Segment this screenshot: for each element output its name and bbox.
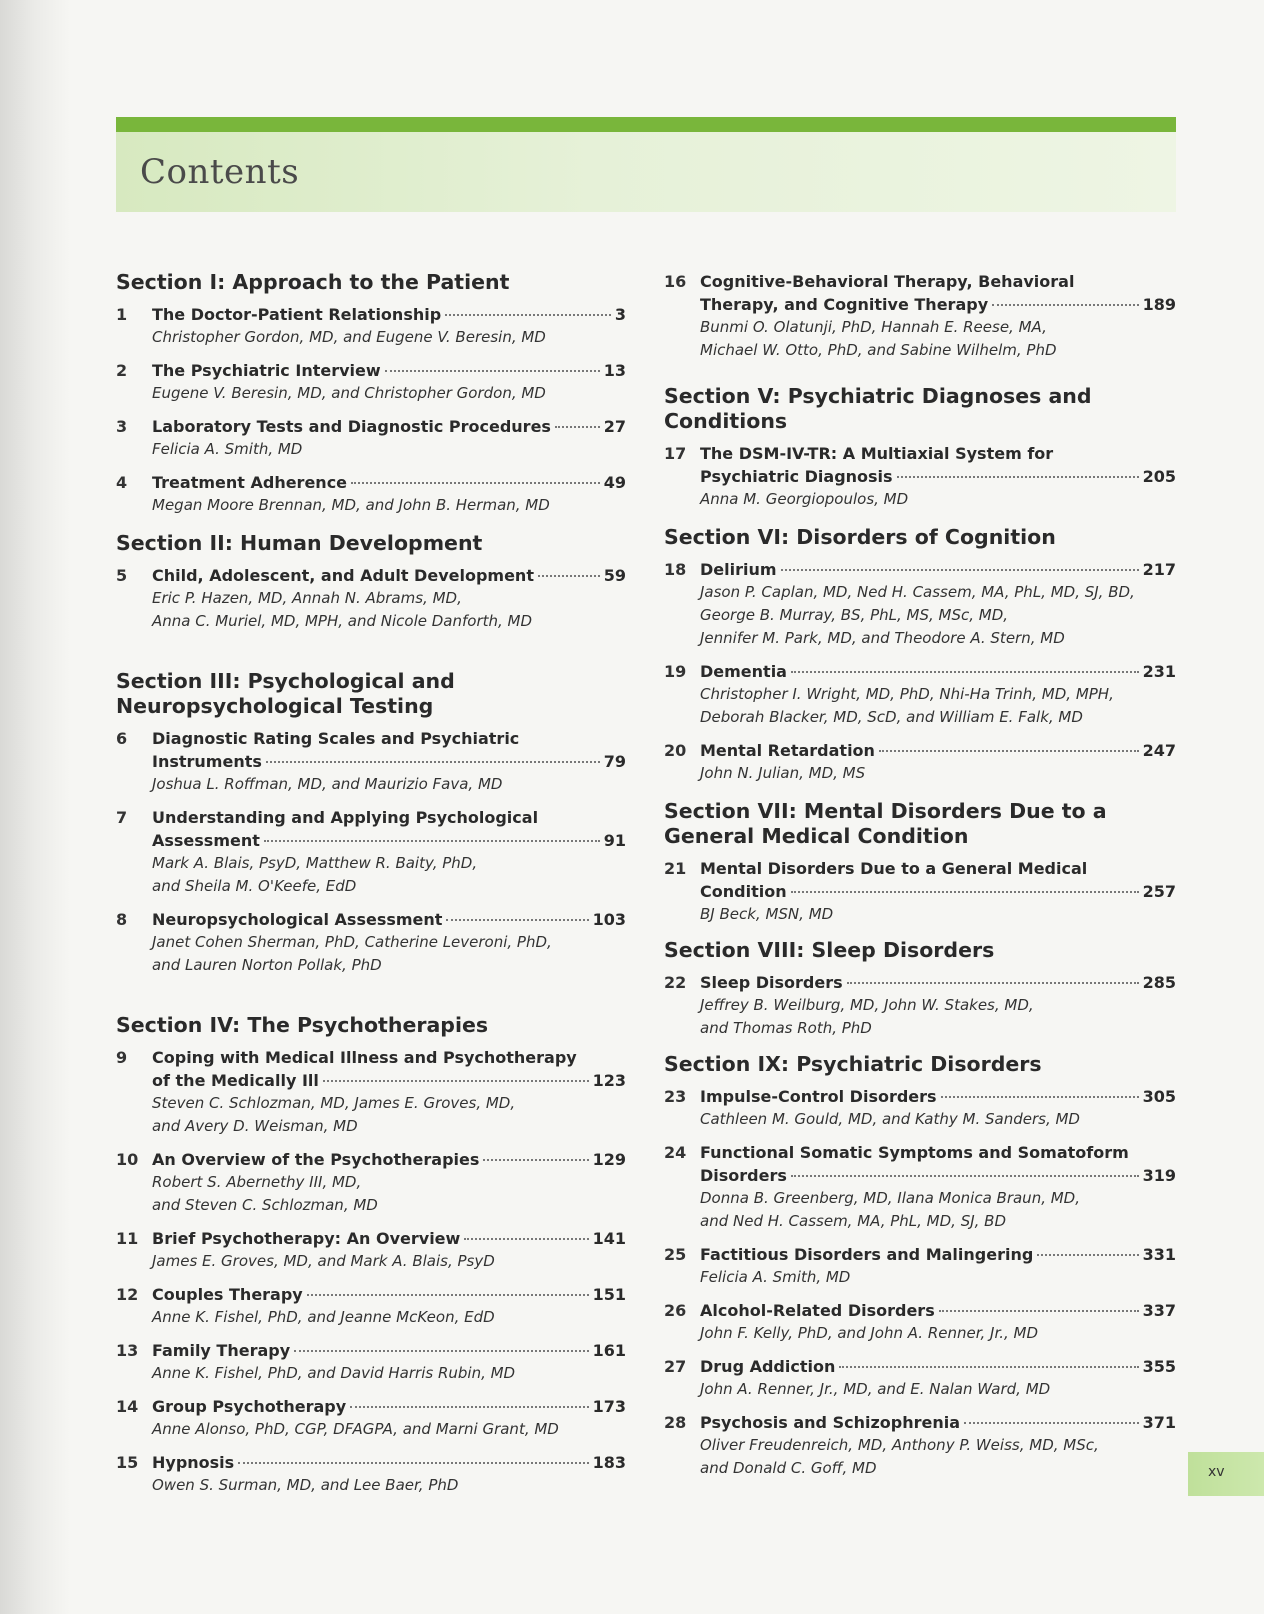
chapter-title: Treatment Adherence [152, 473, 348, 492]
chapter-authors: Bunmi O. Olatunji, PhD, Hannah E. Reese, MA, Michael W. Otto, PhD, and Sabine Wilhelm, PhD [700, 318, 1057, 359]
dot-leader [445, 314, 611, 316]
chapter-title: Condition [700, 882, 787, 901]
chapter-title: Psychosis and Schizophrenia [700, 1413, 961, 1432]
toc-section [664, 799, 1176, 926]
chapter-title-leader-row [152, 1395, 626, 1418]
chapter-title: The Doctor-Patient Relationship [152, 305, 442, 324]
chapter-authors: Mark A. Blais, PsyD, Matthew R. Baity, PhD, and Sheila M. O'Keefe, EdD [152, 854, 478, 895]
page-number: 79 [603, 752, 626, 771]
section-heading: Section VIII: Sleep Disorders [664, 938, 995, 962]
chapter-number: 1 [116, 305, 128, 324]
chapter-title-line: Coping with Medical Illness and Psychotherapy [152, 1048, 577, 1067]
chapter-number: 15 [116, 1453, 139, 1472]
chapter-title: Instruments [152, 752, 262, 771]
dot-leader [351, 482, 600, 484]
toc-entry[interactable] [116, 471, 626, 517]
chapter-number: 12 [116, 1285, 139, 1304]
chapter-title-leader-row [700, 660, 1176, 683]
chapter-authors: John A. Renner, Jr., MD, and E. Nalan Ward, MD [700, 1380, 1051, 1398]
chapter-title: Delirium [700, 560, 777, 579]
chapter-title-leader-row [152, 908, 626, 931]
chapter-title-leader-row [152, 471, 626, 494]
chapter-title-leader-row [700, 880, 1176, 903]
chapter-number: 23 [664, 1087, 687, 1106]
page-title: Contents [140, 152, 300, 192]
dot-leader [307, 1294, 589, 1296]
section-heading: Section III: Psychological and Neuropsychological Testing [116, 669, 455, 718]
chapter-number: 9 [116, 1048, 128, 1067]
chapter-authors: Felicia A. Smith, MD [700, 1268, 851, 1286]
page-number: 161 [592, 1341, 626, 1360]
toc-entry[interactable] [116, 806, 626, 898]
toc-entry[interactable] [664, 442, 1176, 511]
toc-entry[interactable] [664, 1243, 1176, 1289]
chapter-authors: Anne K. Fishel, PhD, and David Harris Rubin, MD [152, 1364, 516, 1382]
chapter-number: 14 [116, 1397, 139, 1416]
chapter-title-leader-row [700, 739, 1176, 762]
dot-leader [266, 761, 600, 763]
chapter-authors: Steven C. Schlozman, MD, James E. Groves, MD, and Avery D. Weisman, MD [152, 1094, 516, 1135]
chapter-authors: Anne K. Fishel, PhD, and Jeanne McKeon, EdD [152, 1308, 495, 1326]
chapter-number: 3 [116, 417, 128, 436]
chapter-title: Dementia [700, 662, 787, 681]
dot-leader [847, 982, 1139, 984]
chapter-title-line: Diagnostic Rating Scales and Psychiatric [152, 729, 520, 748]
chapter-title-line: Functional Somatic Symptoms and Somatoform [700, 1143, 1129, 1162]
page-number: 371 [1142, 1413, 1176, 1432]
dot-leader [791, 891, 1139, 893]
toc-entry[interactable] [664, 558, 1176, 650]
chapter-authors: Robert S. Abernethy III, MD, and Steven C. Schlozman, MD [152, 1173, 378, 1214]
chapter-number: 18 [664, 560, 687, 579]
toc-entry[interactable] [116, 908, 626, 977]
page-number: 13 [603, 361, 626, 380]
dot-leader [323, 1080, 589, 1082]
chapter-title: Assessment [152, 831, 260, 850]
chapter-number: 2 [116, 361, 128, 380]
chapter-authors: James E. Groves, MD, and Mark A. Blais, PsyD [152, 1252, 495, 1270]
chapter-authors: Donna B. Greenberg, MD, Ilana Monica Braun, MD, and Ned H. Cassem, MA, PhL, MD, SJ, BD [700, 1189, 1080, 1230]
chapter-title: Child, Adolescent, and Adult Development [152, 566, 534, 585]
page-number: 27 [603, 417, 626, 436]
chapter-title-leader-row [152, 1339, 626, 1362]
page-number: 189 [1142, 295, 1176, 314]
chapter-title: Factitious Disorders and Malingering [700, 1245, 1034, 1264]
chapter-title-leader-row [152, 564, 626, 587]
page-number: 231 [1142, 662, 1176, 681]
page-number: 305 [1142, 1087, 1176, 1106]
dot-leader [483, 1159, 588, 1161]
chapter-title: Drug Addiction [700, 1357, 836, 1376]
dot-leader [1037, 1254, 1138, 1256]
toc-entry[interactable] [116, 564, 626, 633]
chapter-number: 7 [116, 808, 128, 827]
page-number: 123 [592, 1071, 626, 1090]
page-number: 355 [1142, 1357, 1176, 1376]
header-accent-bar [116, 117, 1176, 132]
page-number: 141 [592, 1229, 626, 1248]
chapter-authors: Anne Alonso, PhD, CGP, DFAGPA, and Marni Grant, MD [152, 1420, 559, 1438]
chapter-title: Family Therapy [152, 1341, 291, 1360]
chapter-title-leader-row [700, 1355, 1176, 1378]
chapter-title-leader-row [152, 1283, 626, 1306]
dot-leader [964, 1422, 1139, 1424]
toc-entry[interactable] [116, 359, 626, 405]
chapter-authors: Janet Cohen Sherman, PhD, Catherine Leveroni, PhD, and Lauren Norton Pollak, PhD [152, 933, 552, 974]
toc-entry[interactable] [116, 727, 626, 796]
chapter-authors: Christopher I. Wright, MD, PhD, Nhi-Ha Trinh, MD, MPH, Deborah Blacker, MD, ScD, and William E. Falk, MD [700, 685, 1114, 726]
chapter-title: Mental Retardation [700, 741, 875, 760]
chapter-authors: Cathleen M. Gould, MD, and Kathy M. Sanders, MD [700, 1110, 1080, 1128]
chapter-authors: Megan Moore Brennan, MD, and John B. Herman, MD [152, 496, 550, 514]
chapter-authors: Felicia A. Smith, MD [152, 440, 303, 458]
chapter-title-leader-row [700, 558, 1176, 581]
chapter-number: 26 [664, 1301, 687, 1320]
chapter-title: Alcohol-Related Disorders [700, 1301, 935, 1320]
chapter-title-line: Cognitive-Behavioral Therapy, Behavioral [700, 272, 1075, 291]
page-number: 91 [603, 831, 626, 850]
chapter-title-leader-row [152, 303, 626, 326]
chapter-authors: John F. Kelly, PhD, and John A. Renner, Jr., MD [700, 1324, 1039, 1342]
dot-leader [992, 304, 1138, 306]
chapter-title-leader-row [152, 750, 626, 773]
toc-entry[interactable] [664, 857, 1176, 926]
chapter-title: Disorders [700, 1166, 787, 1185]
toc-entry[interactable] [664, 1355, 1176, 1401]
toc-entry[interactable] [116, 1046, 626, 1138]
page-number: 3 [614, 305, 626, 324]
dot-leader [781, 569, 1139, 571]
toc-section [664, 938, 1176, 1040]
chapter-title-leader-row [700, 293, 1176, 316]
page-number: 331 [1142, 1245, 1176, 1264]
dot-leader [464, 1238, 588, 1240]
toc-entry[interactable] [664, 1299, 1176, 1345]
page-binding-shadow [0, 0, 70, 1614]
dot-leader [879, 750, 1139, 752]
chapter-title-leader-row [152, 1148, 626, 1171]
chapter-number: 13 [116, 1341, 139, 1360]
chapter-number: 27 [664, 1357, 687, 1376]
chapter-title: Group Psychotherapy [152, 1397, 347, 1416]
chapter-number: 6 [116, 729, 128, 748]
chapter-title-line: The DSM-IV-TR: A Multiaxial System for [700, 444, 1054, 463]
page-number: 217 [1142, 560, 1176, 579]
toc-section [116, 270, 626, 517]
chapter-number: 25 [664, 1245, 687, 1264]
chapter-authors: Eric P. Hazen, MD, Annah N. Abrams, MD, Anna C. Muriel, MD, MPH, and Nicole Danforth, MD [152, 589, 533, 630]
page-number: 103 [592, 910, 626, 929]
toc-entry[interactable] [116, 1148, 626, 1217]
chapter-title-leader-row [152, 415, 626, 438]
page-number: 257 [1142, 882, 1176, 901]
chapter-title: Couples Therapy [152, 1285, 303, 1304]
toc-entry[interactable] [116, 1339, 626, 1385]
toc-section [116, 669, 626, 977]
page-number: 151 [592, 1285, 626, 1304]
toc-entry[interactable] [664, 1141, 1176, 1233]
chapter-number: 22 [664, 973, 687, 992]
dot-leader [446, 919, 588, 921]
page-number: 129 [592, 1150, 626, 1169]
toc-entry[interactable] [116, 1451, 626, 1497]
dot-leader [538, 575, 600, 577]
chapter-authors: Anna M. Georgiopoulos, MD [700, 490, 909, 508]
section-heading: Section VI: Disorders of Cognition [664, 525, 1056, 549]
chapter-title: Hypnosis [152, 1453, 235, 1472]
chapter-number: 20 [664, 741, 687, 760]
page-number: 183 [592, 1453, 626, 1472]
chapter-authors: Jason P. Caplan, MD, Ned H. Cassem, MA, PhL, MD, SJ, BD, George B. Murray, BS, PhL, MS, MSc, MD, Jennifer M. Park, MD, and Theodore A. Stern, MD [700, 583, 1135, 647]
toc-entry[interactable] [116, 1283, 626, 1329]
page-number: 49 [603, 473, 626, 492]
chapter-title-leader-row [700, 465, 1176, 488]
chapter-authors: BJ Beck, MSN, MD [700, 905, 834, 923]
chapter-number: 21 [664, 859, 687, 878]
page-number: 205 [1142, 467, 1176, 486]
chapter-number: 17 [664, 444, 687, 463]
dot-leader [238, 1462, 588, 1464]
left-column [116, 270, 626, 1507]
page-number: 59 [603, 566, 626, 585]
chapter-title-leader-row [700, 1243, 1176, 1266]
chapter-title-leader-row [152, 829, 626, 852]
page-number: 247 [1142, 741, 1176, 760]
toc-section [116, 531, 626, 633]
chapter-number: 5 [116, 566, 128, 585]
chapter-title-leader-row [152, 1227, 626, 1250]
dot-leader [385, 370, 600, 372]
chapter-title-leader-row [152, 1069, 626, 1092]
chapter-number: 28 [664, 1413, 687, 1432]
dot-leader [555, 426, 600, 428]
dot-leader [791, 1175, 1139, 1177]
chapter-title-leader-row [700, 1164, 1176, 1187]
chapter-title: Sleep Disorders [700, 973, 843, 992]
chapter-title: Brief Psychotherapy: An Overview [152, 1229, 461, 1248]
section-heading: Section IV: The Psychotherapies [116, 1013, 489, 1037]
chapter-authors: Owen S. Surman, MD, and Lee Baer, PhD [152, 1476, 459, 1494]
chapter-authors: John N. Julian, MD, MS [700, 764, 866, 782]
dot-leader [939, 1310, 1139, 1312]
chapter-number: 4 [116, 473, 128, 492]
page-number: 285 [1142, 973, 1176, 992]
page-number: 173 [592, 1397, 626, 1416]
toc-entry[interactable] [664, 660, 1176, 729]
chapter-title: Neuropsychological Assessment [152, 910, 443, 929]
toc-entry[interactable] [664, 1411, 1176, 1480]
toc-entry[interactable] [116, 303, 626, 349]
page-number: 337 [1142, 1301, 1176, 1320]
dot-leader [791, 671, 1139, 673]
page-number: 319 [1142, 1166, 1176, 1185]
chapter-title-line: Mental Disorders Due to a General Medical [700, 859, 1088, 878]
dot-leader [941, 1096, 1139, 1098]
toc-entry[interactable] [664, 739, 1176, 785]
chapter-authors: Joshua L. Roffman, MD, and Maurizio Fava, MD [152, 775, 503, 793]
chapter-authors: Jeffrey B. Weilburg, MD, John W. Stakes, MD, and Thomas Roth, PhD [700, 996, 1034, 1037]
page-number: xv [1208, 1464, 1225, 1480]
section-heading: Section V: Psychiatric Diagnoses and Conditions [664, 384, 1092, 433]
toc-section [664, 270, 1176, 362]
chapter-title-leader-row [152, 1451, 626, 1474]
toc-section [664, 384, 1176, 511]
chapter-authors: Eugene V. Beresin, MD, and Christopher Gordon, MD [152, 384, 546, 402]
chapter-title: Laboratory Tests and Diagnostic Procedures [152, 417, 551, 436]
toc-entry[interactable] [664, 971, 1176, 1040]
toc-entry[interactable] [116, 1395, 626, 1441]
chapter-title-leader-row [700, 1299, 1176, 1322]
toc-entry[interactable] [116, 1227, 626, 1273]
chapter-number: 19 [664, 662, 687, 681]
chapter-title-leader-row [700, 1411, 1176, 1434]
page-folio-tab [1188, 1452, 1264, 1496]
section-heading: Section I: Approach to the Patient [116, 270, 510, 294]
section-heading: Section VII: Mental Disorders Due to a General Medical Condition [664, 799, 1107, 848]
chapter-number: 11 [116, 1229, 139, 1248]
dot-leader [350, 1406, 588, 1408]
toc-section [116, 1013, 626, 1497]
chapter-title: Impulse-Control Disorders [700, 1087, 937, 1106]
section-heading: Section IX: Psychiatric Disorders [664, 1052, 1042, 1076]
chapter-authors: Christopher Gordon, MD, and Eugene V. Beresin, MD [152, 328, 546, 346]
chapter-title: An Overview of the Psychotherapies [152, 1150, 480, 1169]
chapter-number: 24 [664, 1143, 687, 1162]
chapter-title-leader-row [700, 971, 1176, 994]
dot-leader [264, 840, 600, 842]
chapter-title: The Psychiatric Interview [152, 361, 381, 380]
chapter-authors: Oliver Freudenreich, MD, Anthony P. Weiss, MD, MSc, and Donald C. Goff, MD [700, 1436, 1099, 1477]
toc-section [664, 525, 1176, 785]
section-heading: Section II: Human Development [116, 531, 483, 555]
chapter-number: 16 [664, 272, 687, 291]
toc-entry[interactable] [664, 1085, 1176, 1131]
chapter-title-line: Understanding and Applying Psychological [152, 808, 539, 827]
chapter-number: 10 [116, 1150, 139, 1169]
chapter-title: Psychiatric Diagnosis [700, 467, 893, 486]
dot-leader [897, 476, 1139, 478]
dot-leader [294, 1350, 588, 1352]
toc-entry[interactable] [664, 270, 1176, 362]
dot-leader [839, 1366, 1138, 1368]
chapter-number: 8 [116, 910, 128, 929]
toc-entry[interactable] [116, 415, 626, 461]
toc-section [664, 1052, 1176, 1480]
chapter-title: Therapy, and Cognitive Therapy [700, 295, 989, 314]
chapter-title-leader-row [700, 1085, 1176, 1108]
chapter-title: of the Medically Ill [152, 1071, 319, 1090]
right-column [664, 270, 1176, 1490]
chapter-title-leader-row [152, 359, 626, 382]
